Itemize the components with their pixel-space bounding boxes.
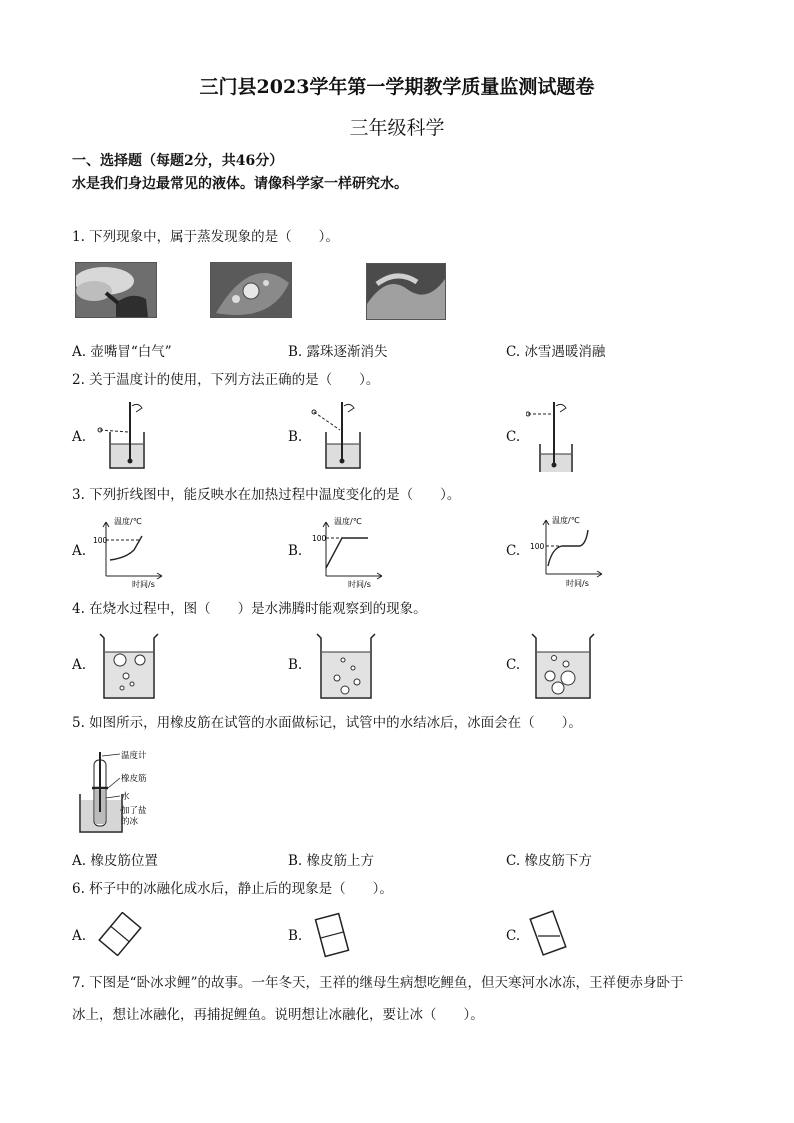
page-title: 三门县2023学年第一学期教学质量监测试题卷 [199, 76, 595, 98]
tilted-cup-figure-c [528, 910, 568, 956]
tilted-cup-figure-a [96, 912, 144, 956]
q3-option-a[interactable]: A. [72, 543, 87, 559]
graph-a-100-mark: 100 [93, 536, 108, 545]
boiling-beaker-figure-b [313, 630, 379, 700]
graph-c-x-label: 时间/s [566, 579, 589, 588]
thermometer-beaker-figure-a [92, 400, 162, 472]
q6-option-c[interactable]: C. [506, 928, 521, 944]
label-salted-ice-1: 加了盐 [121, 806, 147, 816]
q1-option-b[interactable]: B. 露珠逐渐消失 [288, 344, 388, 360]
kettle-steam-photo [75, 262, 157, 318]
question-7-stem-line2: 冰上，想让冰融化，再捕捉鲤鱼。说明想让冰融化，要让冰（ ）。 [72, 1007, 484, 1023]
q1-option-c[interactable]: C. 冰雪遇暖消融 [506, 344, 606, 360]
q5-option-b[interactable]: B. 橡皮筋上方 [288, 853, 375, 869]
thermometer-beaker-figure-b [308, 400, 378, 472]
q2-option-a[interactable]: A. [72, 429, 87, 445]
section-heading: 一、选择题（每题2分，共46分） [72, 153, 284, 169]
boiling-beaker-figure-c [528, 630, 598, 700]
dew-on-leaf-photo [210, 262, 292, 318]
temperature-graph-c [530, 512, 610, 590]
question-7-stem-line1: 7. 下图是“卧冰求鲤”的故事。一年冬天，王祥的继母生病想吃鲤鱼，但天寒河水冰冻，王祥便赤身卧于 [72, 975, 684, 991]
melting-snow-photo [366, 263, 446, 320]
graph-a-x-label: 时间/s [132, 580, 155, 589]
q4-option-a[interactable]: A. [72, 657, 87, 673]
graph-b-100-mark: 100 [312, 534, 327, 543]
tilted-cup-figure-b [312, 912, 352, 958]
thermometer-beaker-figure-c [526, 400, 596, 472]
q4-option-b[interactable]: B. [288, 657, 303, 673]
q5-option-a[interactable]: A. 橡皮筋位置 [72, 853, 158, 869]
label-water: 水 [121, 792, 130, 802]
page-subtitle: 三年级科学 [349, 117, 445, 139]
question-1-stem: 1. 下列现象中，属于蒸发现象的是（ ）。 [72, 229, 339, 245]
graph-b-x-label: 时间/s [348, 580, 371, 589]
test-tube-ice-figure [76, 750, 166, 834]
q3-option-c[interactable]: C. [506, 543, 521, 559]
q5-option-c[interactable]: C. 橡皮筋下方 [506, 853, 592, 869]
graph-c-y-label: 温度/℃ [552, 516, 580, 525]
q2-option-c[interactable]: C. [506, 429, 521, 445]
question-2-stem: 2. 关于温度计的使用，下列方法正确的是（ ）。 [72, 372, 380, 388]
graph-b-y-label: 温度/℃ [334, 517, 362, 526]
q6-option-b[interactable]: B. [288, 928, 303, 944]
q1-option-a[interactable]: A. 壶嘴冒“白气” [72, 344, 172, 360]
label-thermometer: 温度计 [121, 751, 147, 761]
q6-option-a[interactable]: A. [72, 928, 87, 944]
q4-option-c[interactable]: C. [506, 657, 521, 673]
section-intro: 水是我们身边最常见的液体。请像科学家一样研究水。 [72, 176, 408, 192]
question-6-stem: 6. 杯子中的冰融化成水后，静止后的现象是（ ）。 [72, 881, 393, 897]
graph-c-100-mark: 100 [530, 542, 545, 551]
q2-option-b[interactable]: B. [288, 429, 303, 445]
boiling-beaker-figure-a [96, 630, 162, 700]
q3-option-b[interactable]: B. [288, 543, 303, 559]
question-5-stem: 5. 如图所示，用橡皮筋在试管的水面做标记，试管中的水结冰后，冰面会在（ ）。 [72, 715, 582, 731]
temperature-graph-b [312, 514, 392, 590]
label-rubber-band: 橡皮筋 [121, 774, 147, 784]
label-salted-ice-2: 的冰 [121, 817, 139, 827]
temperature-graph-a [92, 514, 172, 590]
question-4-stem: 4. 在烧水过程中，图（ ）是水沸腾时能观察到的现象。 [72, 601, 427, 617]
graph-a-y-label: 温度/℃ [114, 517, 142, 526]
question-3-stem: 3. 下列折线图中，能反映水在加热过程中温度变化的是（ ）。 [72, 487, 461, 503]
